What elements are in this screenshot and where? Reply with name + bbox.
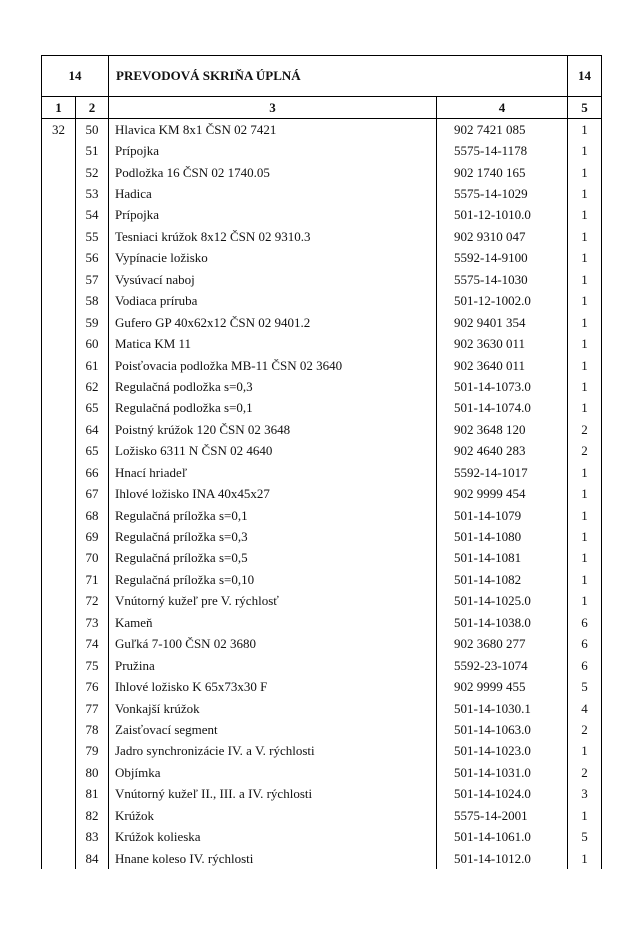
part-name-cell: Ložisko 6311 N ČSN 02 4640 — [109, 441, 437, 462]
part-name-cell: Regulačná príložka s=0,5 — [109, 548, 437, 569]
part-code-cell: 902 9999 454 — [437, 483, 568, 504]
position-cell: 83 — [76, 826, 109, 847]
quantity-cell: 2 — [568, 719, 602, 740]
part-code-cell: 902 9401 354 — [437, 312, 568, 333]
part-name-cell: Hadica — [109, 183, 437, 204]
part-name-cell: Vnútorný kužeľ II., III. a IV. rýchlosti — [109, 784, 437, 805]
quantity-cell: 1 — [568, 376, 602, 397]
part-name-cell: Regulačná príložka s=0,1 — [109, 505, 437, 526]
quantity-cell: 1 — [568, 398, 602, 419]
part-code-cell: 902 3630 011 — [437, 333, 568, 354]
position-cell: 66 — [76, 462, 109, 483]
part-code-cell: 5575-14-1178 — [437, 140, 568, 161]
position-cell: 82 — [76, 805, 109, 826]
quantity-cell: 6 — [568, 612, 602, 633]
position-cell: 64 — [76, 419, 109, 440]
position-cell: 78 — [76, 719, 109, 740]
quantity-cell: 1 — [568, 569, 602, 590]
part-name-cell: Podložka 16 ČSN 02 1740.05 — [109, 162, 437, 183]
quantity-cell: 2 — [568, 419, 602, 440]
sheet-number-cell — [42, 419, 76, 440]
quantity-cell: 1 — [568, 741, 602, 762]
position-cell: 50 — [76, 119, 109, 141]
table-row — [42, 398, 602, 419]
sheet-number-cell — [42, 441, 76, 462]
table-row — [42, 355, 602, 376]
quantity-cell: 1 — [568, 312, 602, 333]
table-row — [42, 419, 602, 440]
quantity-cell: 1 — [568, 119, 602, 141]
quantity-cell: 1 — [568, 205, 602, 226]
part-code-cell: 501-14-1023.0 — [437, 741, 568, 762]
position-cell: 54 — [76, 205, 109, 226]
table-row — [42, 548, 602, 569]
quantity-cell: 5 — [568, 676, 602, 697]
position-cell: 55 — [76, 226, 109, 247]
position-cell: 62 — [76, 376, 109, 397]
part-code-cell: 501-14-1061.0 — [437, 826, 568, 847]
part-code-cell: 501-14-1024.0 — [437, 784, 568, 805]
part-code-cell: 5592-14-1017 — [437, 462, 568, 483]
parts-table — [41, 55, 602, 869]
parts-rows — [42, 119, 602, 870]
position-cell: 74 — [76, 634, 109, 655]
sheet-number-cell — [42, 205, 76, 226]
sheet-number-cell — [42, 548, 76, 569]
group-title: PREVODOVÁ SKRIŇA ÚPLNÁ — [109, 56, 568, 97]
sheet-number-cell — [42, 805, 76, 826]
table-row — [42, 741, 602, 762]
position-cell: 72 — [76, 591, 109, 612]
table-row — [42, 612, 602, 633]
table-row — [42, 333, 602, 354]
quantity-cell: 1 — [568, 591, 602, 612]
position-cell: 65 — [76, 398, 109, 419]
part-name-cell: Hlavica KM 8x1 ČSN 02 7421 — [109, 119, 437, 141]
part-name-cell: Vnútorný kužeľ pre V. rýchlosť — [109, 591, 437, 612]
table-row — [42, 312, 602, 333]
sheet-number-cell — [42, 505, 76, 526]
part-code-cell: 501-14-1074.0 — [437, 398, 568, 419]
table-row — [42, 441, 602, 462]
part-code-cell: 501-14-1080 — [437, 526, 568, 547]
quantity-cell: 1 — [568, 462, 602, 483]
part-name-cell: Regulačná podložka s=0,1 — [109, 398, 437, 419]
sheet-number-cell — [42, 140, 76, 161]
sheet-number-cell — [42, 655, 76, 676]
quantity-cell: 3 — [568, 784, 602, 805]
table-row — [42, 462, 602, 483]
part-name-cell: Regulačná príložka s=0,10 — [109, 569, 437, 590]
part-code-cell: 5575-14-1029 — [437, 183, 568, 204]
part-name-cell: Objímka — [109, 762, 437, 783]
part-name-cell: Ihlové ložisko K 65x73x30 F — [109, 676, 437, 697]
quantity-cell: 1 — [568, 526, 602, 547]
part-name-cell: Matica KM 11 — [109, 333, 437, 354]
sheet-number-cell — [42, 398, 76, 419]
column-header-5: 5 — [568, 97, 602, 119]
part-name-cell: Jadro synchronizácie IV. a V. rýchlosti — [109, 741, 437, 762]
part-name-cell: Prípojka — [109, 140, 437, 161]
part-name-cell: Kameň — [109, 612, 437, 633]
table-row — [42, 226, 602, 247]
position-cell: 60 — [76, 333, 109, 354]
position-cell: 51 — [76, 140, 109, 161]
table-row — [42, 784, 602, 805]
position-cell: 61 — [76, 355, 109, 376]
part-name-cell: Zaisťovací segment — [109, 719, 437, 740]
part-name-cell: Gufero GP 40x62x12 ČSN 02 9401.2 — [109, 312, 437, 333]
part-code-cell: 902 4640 283 — [437, 441, 568, 462]
position-cell: 56 — [76, 248, 109, 269]
part-name-cell: Guľká 7-100 ČSN 02 3680 — [109, 634, 437, 655]
part-name-cell: Regulačná príložka s=0,3 — [109, 526, 437, 547]
sheet-number-cell — [42, 162, 76, 183]
position-cell: 59 — [76, 312, 109, 333]
column-header-4: 4 — [437, 97, 568, 119]
quantity-cell: 4 — [568, 698, 602, 719]
part-name-cell: Hnane koleso IV. rýchlosti — [109, 848, 437, 869]
table-row — [42, 140, 602, 161]
table-row — [42, 591, 602, 612]
position-cell: 65 — [76, 441, 109, 462]
sheet-number-cell — [42, 612, 76, 633]
part-name-cell: Poistný krúžok 120 ČSN 02 3648 — [109, 419, 437, 440]
part-code-cell: 5575-14-2001 — [437, 805, 568, 826]
position-cell: 53 — [76, 183, 109, 204]
position-cell: 69 — [76, 526, 109, 547]
part-name-cell: Pružina — [109, 655, 437, 676]
sheet-number-cell — [42, 591, 76, 612]
sheet-number-cell — [42, 741, 76, 762]
quantity-cell: 1 — [568, 183, 602, 204]
part-name-cell: Prípojka — [109, 205, 437, 226]
parts-list-sheet — [41, 55, 601, 869]
sheet-number-cell — [42, 719, 76, 740]
sheet-number-cell — [42, 269, 76, 290]
sheet-number-cell — [42, 634, 76, 655]
part-code-cell: 902 7421 085 — [437, 119, 568, 141]
position-cell: 57 — [76, 269, 109, 290]
part-code-cell: 902 9999 455 — [437, 676, 568, 697]
group-number-right: 14 — [568, 56, 602, 97]
part-code-cell: 5592-23-1074 — [437, 655, 568, 676]
position-cell: 73 — [76, 612, 109, 633]
table-row — [42, 698, 602, 719]
title-row — [42, 56, 602, 97]
part-name-cell: Vypínacie ložisko — [109, 248, 437, 269]
part-code-cell: 501-14-1012.0 — [437, 848, 568, 869]
position-cell: 76 — [76, 676, 109, 697]
sheet-number-cell — [42, 291, 76, 312]
part-name-cell: Ihlové ložisko INA 40x45x27 — [109, 483, 437, 504]
table-row — [42, 719, 602, 740]
sheet-number-cell — [42, 848, 76, 869]
table-row — [42, 826, 602, 847]
part-code-cell: 5592-14-9100 — [437, 248, 568, 269]
quantity-cell: 1 — [568, 291, 602, 312]
sheet-number-cell — [42, 462, 76, 483]
position-cell: 70 — [76, 548, 109, 569]
position-cell: 67 — [76, 483, 109, 504]
part-code-cell: 5575-14-1030 — [437, 269, 568, 290]
part-name-cell: Regulačná podložka s=0,3 — [109, 376, 437, 397]
table-row — [42, 119, 602, 141]
sheet-number-cell — [42, 784, 76, 805]
quantity-cell: 5 — [568, 826, 602, 847]
table-row — [42, 205, 602, 226]
part-code-cell: 501-14-1081 — [437, 548, 568, 569]
table-row — [42, 162, 602, 183]
quantity-cell: 2 — [568, 762, 602, 783]
part-code-cell: 501-12-1010.0 — [437, 205, 568, 226]
sheet-number-cell — [42, 333, 76, 354]
table-row — [42, 505, 602, 526]
table-row — [42, 805, 602, 826]
sheet-number-cell: 32 — [42, 119, 76, 141]
part-code-cell: 902 3648 120 — [437, 419, 568, 440]
table-row — [42, 848, 602, 869]
quantity-cell: 1 — [568, 505, 602, 526]
part-name-cell: Tesniaci krúžok 8x12 ČSN 02 9310.3 — [109, 226, 437, 247]
part-name-cell: Poisťovacia podložka MB-11 ČSN 02 3640 — [109, 355, 437, 376]
part-code-cell: 501-14-1031.0 — [437, 762, 568, 783]
part-code-cell: 501-14-1025.0 — [437, 591, 568, 612]
table-row — [42, 291, 602, 312]
position-cell: 71 — [76, 569, 109, 590]
position-cell: 68 — [76, 505, 109, 526]
table-row — [42, 634, 602, 655]
part-code-cell: 902 3640 011 — [437, 355, 568, 376]
quantity-cell: 2 — [568, 441, 602, 462]
part-code-cell: 902 3680 277 — [437, 634, 568, 655]
part-name-cell: Vonkajší krúžok — [109, 698, 437, 719]
table-row — [42, 183, 602, 204]
position-cell: 79 — [76, 741, 109, 762]
sheet-number-cell — [42, 762, 76, 783]
part-code-cell: 501-14-1030.1 — [437, 698, 568, 719]
sheet-number-cell — [42, 312, 76, 333]
column-header-row — [42, 97, 602, 119]
quantity-cell: 1 — [568, 248, 602, 269]
quantity-cell: 1 — [568, 226, 602, 247]
quantity-cell: 1 — [568, 269, 602, 290]
quantity-cell: 1 — [568, 848, 602, 869]
part-name-cell: Hnací hriadeľ — [109, 462, 437, 483]
quantity-cell: 1 — [568, 355, 602, 376]
sheet-number-cell — [42, 526, 76, 547]
part-code-cell: 501-14-1082 — [437, 569, 568, 590]
column-header-1: 1 — [42, 97, 76, 119]
position-cell: 75 — [76, 655, 109, 676]
column-header-2: 2 — [76, 97, 109, 119]
table-row — [42, 676, 602, 697]
quantity-cell: 1 — [568, 333, 602, 354]
part-name-cell: Vodiaca príruba — [109, 291, 437, 312]
part-code-cell: 501-14-1063.0 — [437, 719, 568, 740]
part-code-cell: 902 9310 047 — [437, 226, 568, 247]
sheet-number-cell — [42, 376, 76, 397]
sheet-number-cell — [42, 248, 76, 269]
part-code-cell: 902 1740 165 — [437, 162, 568, 183]
sheet-number-cell — [42, 483, 76, 504]
quantity-cell: 6 — [568, 634, 602, 655]
column-header-3: 3 — [109, 97, 437, 119]
sheet-number-cell — [42, 183, 76, 204]
position-cell: 80 — [76, 762, 109, 783]
table-row — [42, 376, 602, 397]
position-cell: 58 — [76, 291, 109, 312]
group-number-left: 14 — [42, 56, 109, 97]
position-cell: 77 — [76, 698, 109, 719]
sheet-number-cell — [42, 676, 76, 697]
quantity-cell: 6 — [568, 655, 602, 676]
table-row — [42, 762, 602, 783]
part-name-cell: Krúžok kolieska — [109, 826, 437, 847]
part-code-cell: 501-14-1079 — [437, 505, 568, 526]
sheet-number-cell — [42, 826, 76, 847]
part-code-cell: 501-14-1038.0 — [437, 612, 568, 633]
table-row — [42, 248, 602, 269]
table-row — [42, 483, 602, 504]
part-name-cell: Vysúvací naboj — [109, 269, 437, 290]
sheet-number-cell — [42, 698, 76, 719]
quantity-cell: 1 — [568, 548, 602, 569]
position-cell: 81 — [76, 784, 109, 805]
sheet-number-cell — [42, 569, 76, 590]
sheet-number-cell — [42, 355, 76, 376]
quantity-cell: 1 — [568, 140, 602, 161]
position-cell: 52 — [76, 162, 109, 183]
part-code-cell: 501-14-1073.0 — [437, 376, 568, 397]
table-row — [42, 655, 602, 676]
quantity-cell: 1 — [568, 805, 602, 826]
sheet-number-cell — [42, 226, 76, 247]
table-row — [42, 526, 602, 547]
table-row — [42, 569, 602, 590]
position-cell: 84 — [76, 848, 109, 869]
table-row — [42, 269, 602, 290]
quantity-cell: 1 — [568, 483, 602, 504]
part-code-cell: 501-12-1002.0 — [437, 291, 568, 312]
quantity-cell: 1 — [568, 162, 602, 183]
part-name-cell: Krúžok — [109, 805, 437, 826]
